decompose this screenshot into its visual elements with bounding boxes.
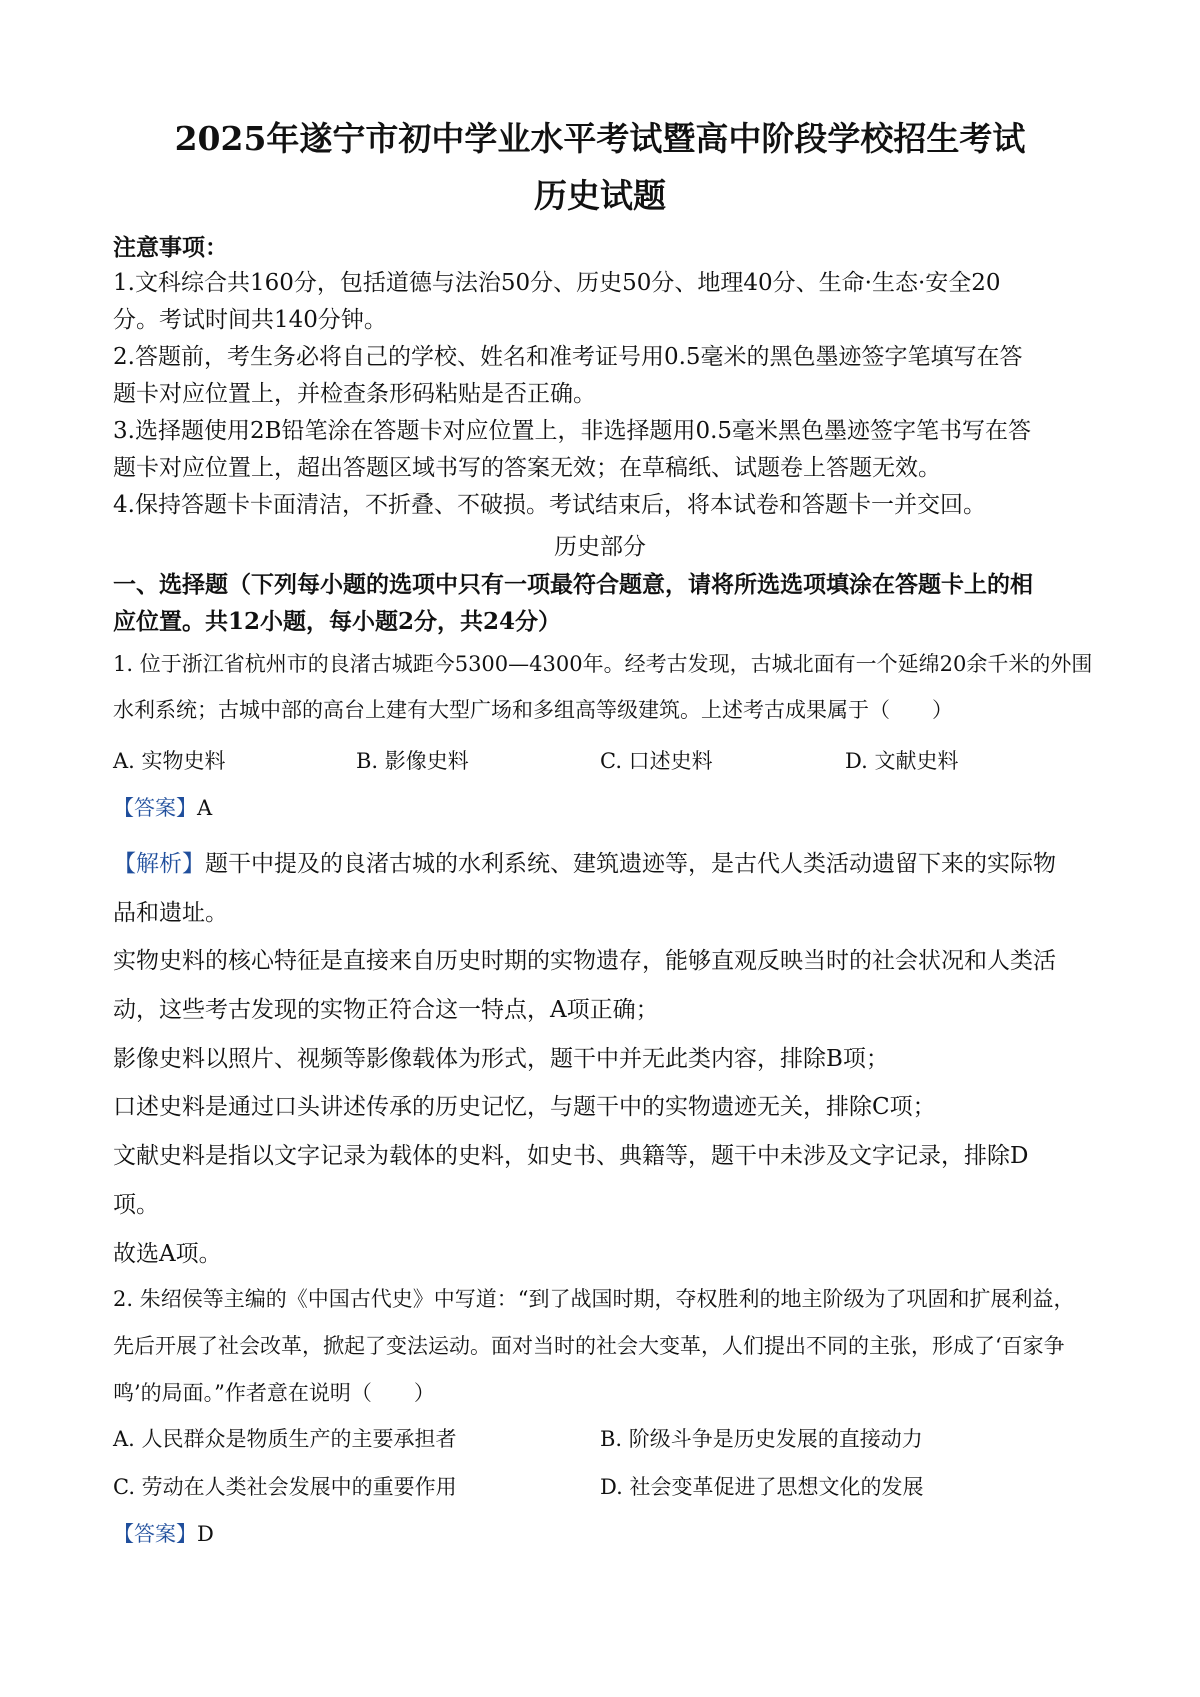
- q2-option-a: A. 人民群众是物质生产的主要承担者: [113, 1427, 457, 1451]
- q1-analysis-line: 实物史料的核心特征是直接来自历史时期的实物遗存，能够直观反映当时的社会状况和人类活: [113, 948, 1056, 974]
- answer-tag: 【答案】: [113, 796, 197, 820]
- q2-stem-line: 2. 朱绍侯等主编的《中国古代史》中写道：“到了战国时期，夺权胜利的地主阶级为了巩固和扩展利益，: [113, 1287, 1075, 1311]
- q1-stem-line: 1. 位于浙江省杭州市的良渚古城距今5300—4300年。经考古发现，古城北面有一个延绵20余千米的外围: [113, 652, 1093, 676]
- notice-line: 3.选择题使用2B铅笔涂在答题卡对应位置上，非选择题用0.5毫米黑色墨迹签字笔书写在答: [113, 418, 1032, 444]
- q1-option-b: B. 影像史料: [356, 749, 469, 773]
- q2-option-d: D. 社会变革促进了思想文化的发展: [600, 1475, 924, 1499]
- q1-analysis-line: 动，这些考古发现的实物正符合这一特点，A项正确；: [113, 997, 659, 1023]
- q1-analysis-line: 文献史料是指以文字记录为载体的史料，如史书、典籍等，题干中未涉及文字记录，排除D: [113, 1143, 1029, 1169]
- notice-line: 4.保持答题卡卡面清洁，不折叠、不破损。考试结束后，将本试卷和答题卡一并交回。: [113, 492, 986, 518]
- notice-line: 1.文科综合共160分，包括道德与法治50分、历史50分、地理40分、生命·生态·安全20: [113, 270, 1001, 296]
- q1-analysis-first: [113, 845, 1103, 878]
- notice-heading: 注意事项：: [113, 234, 228, 261]
- q1-analysis-line: 故选A项。: [113, 1241, 222, 1267]
- notice-line: 分。考试时间共140分钟。: [113, 307, 387, 333]
- section-heading-line: 一、选择题（下列每小题的选项中只有一项最符合题意，请将所选选项填涂在答题卡上的相: [113, 571, 1033, 598]
- q1-analysis-line: 口述史料是通过口头讲述传承的历史记忆，与题干中的实物遗迹无关，排除C项；: [113, 1094, 936, 1120]
- section-part-title: 历史部分: [554, 534, 646, 560]
- q1-analysis-line: 项。: [113, 1192, 159, 1218]
- q1-option-a: A. 实物史料: [113, 749, 226, 773]
- q1-option-c: C. 口述史料: [600, 749, 713, 773]
- q2-option-b: B. 阶级斗争是历史发展的直接动力: [600, 1427, 923, 1451]
- q2-option-c: C. 劳动在人类社会发展中的重要作用: [113, 1475, 457, 1499]
- answer-value: A: [197, 796, 213, 820]
- analysis-text: 题干中提及的良渚古城的水利系统、建筑遗迹等，是古代人类活动遗留下来的实际物: [205, 851, 1056, 877]
- q1-answer: [113, 792, 1103, 822]
- answer-value: D: [197, 1522, 214, 1546]
- q1-stem-line: 水利系统；古城中部的高台上建有大型广场和多组高等级建筑。上述考古成果属于（ ）: [113, 698, 953, 722]
- exam-subtitle: 历史试题: [534, 176, 666, 215]
- exam-title: 2025年遂宁市初中学业水平考试暨高中阶段学校招生考试: [174, 119, 1026, 158]
- section-heading-line: 应位置。共12小题，每小题2分，共24分）: [113, 608, 562, 635]
- q2-answer: [113, 1518, 1103, 1548]
- analysis-tag: 【解析】: [113, 851, 205, 877]
- q2-stem-line: 鸣’的局面。”作者意在说明（ ）: [113, 1381, 435, 1405]
- notice-line: 2.答题前，考生务必将自己的学校、姓名和准考证号用0.5毫米的黑色墨迹签字笔填写在答: [113, 344, 1023, 370]
- notice-line: 题卡对应位置上，并检查条形码粘贴是否正确。: [113, 381, 596, 407]
- q1-analysis-line: 品和遗址。: [113, 900, 228, 926]
- q1-analysis-line: 影像史料以照片、视频等影像载体为形式，题干中并无此类内容，排除B项；: [113, 1046, 889, 1072]
- q2-stem-line: 先后开展了社会改革，掀起了变法运动。面对当时的社会大变革，人们提出不同的主张，形成了‘百家争: [113, 1334, 1065, 1358]
- answer-tag: 【答案】: [113, 1522, 197, 1546]
- notice-line: 题卡对应位置上，超出答题区域书写的答案无效；在草稿纸、试题卷上答题无效。: [113, 455, 941, 481]
- q1-option-d: D. 文献史料: [845, 749, 959, 773]
